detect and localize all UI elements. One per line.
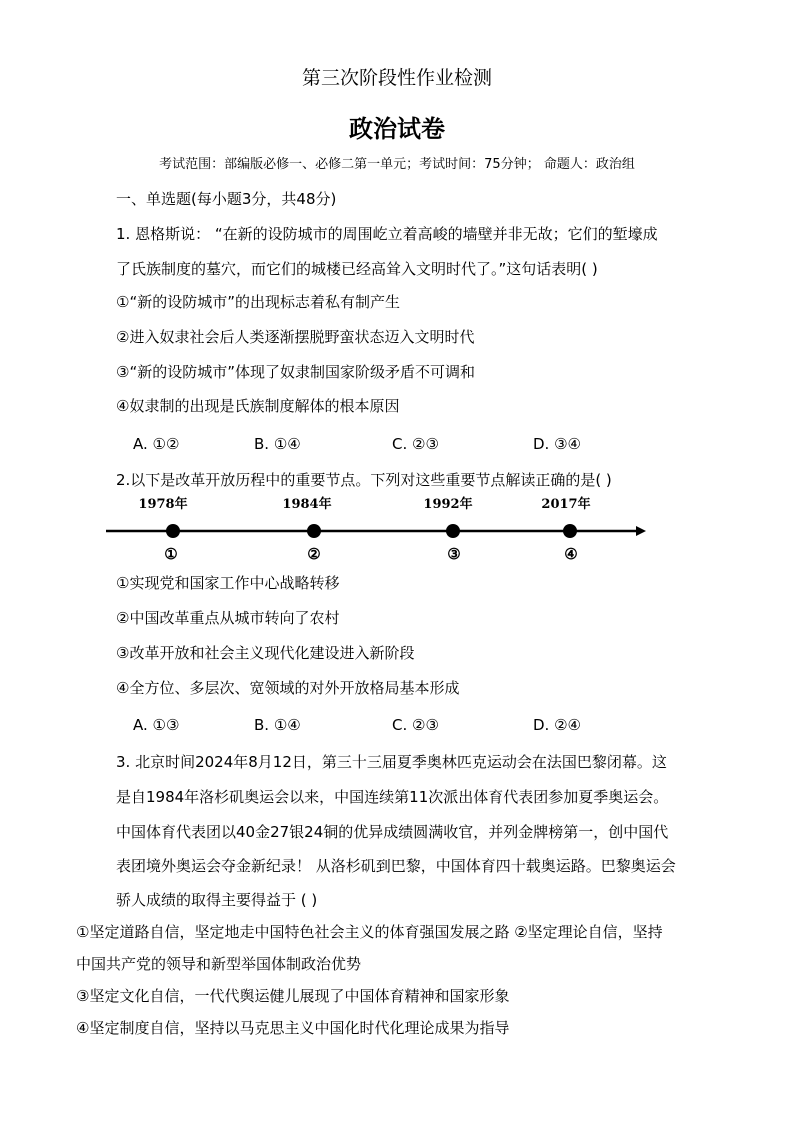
timeline-marker-4: ④ <box>564 545 578 563</box>
timeline-dot <box>563 524 577 538</box>
q3-item-4: ④坚定制度自信，坚持以马克思主义中国化时代化理论成果为指导 <box>76 1019 510 1037</box>
timeline-dot <box>446 524 460 538</box>
q3-stem-line4: 表团境外奥运会夺金新纪录！ 从洛杉矶到巴黎，中国体育四十载奥运路。巴黎奥运会 <box>116 857 676 875</box>
exam-info: 考试范围：部编版必修一、必修二第一单元；考试时间：75分钟； 命题人：政治组 <box>159 157 635 172</box>
timeline-arrowhead <box>636 526 646 536</box>
q3-stem-line2: 是自1984年洛杉矶奥运会以来，中国连续第11次派出体育代表团参加夏季奥运会。 <box>116 788 669 806</box>
q3-stem-line5: 骄人成绩的取得主要得益于 ( ) <box>116 891 318 909</box>
timeline-year-1978: 1978年 <box>138 497 188 512</box>
timeline-node-2017 <box>541 496 590 563</box>
timeline-year-2017: 2017年 <box>541 497 591 512</box>
timeline-node-1992 <box>423 496 472 563</box>
q1-option-b: B. ①④ <box>254 435 301 453</box>
q2-option-b: B. ①④ <box>254 716 301 734</box>
q1-stem-line1: 1. 恩格斯说： “在新的设防城市的周围屹立着高峻的墙壁并非无故；它们的堑壕成 <box>116 225 658 243</box>
q1-item-3: ③“新的设防城市”体现了奴隶制国家阶级矛盾不可调和 <box>116 363 475 381</box>
q2-option-c: C. ②③ <box>392 716 439 734</box>
timeline-dot <box>166 524 180 538</box>
q3-stem-line3: 中国体育代表团以40金27银24铜的优异成绩圆满收官，并列金牌榜第一，创中国代 <box>116 823 669 841</box>
q1-option-c: C. ②③ <box>392 435 439 453</box>
timeline-marker-2: ② <box>307 545 321 563</box>
q2-option-d: D. ②④ <box>533 716 581 734</box>
timeline-year-1992: 1992年 <box>423 497 473 512</box>
reform-timeline <box>100 490 660 570</box>
q2-stem: 2.以下是改革开放历程中的重要节点。下列对这些重要节点解读正确的是( ) <box>116 471 612 489</box>
q2-item-2: ②中国改革重点从城市转向了农村 <box>116 609 340 627</box>
exam-title: 第三次阶段性作业检测 <box>301 67 492 89</box>
timeline-node-1978 <box>138 496 187 563</box>
timeline-dot <box>307 524 321 538</box>
q3-stem-line1: 3. 北京时间2024年8月12日，第三十三届夏季奥林匹克运动会在法国巴黎闭幕。这 <box>116 753 667 771</box>
q1-stem-line2: 了氏族制度的墓穴，而它们的城楼已经高耸入文明时代了。”这句话表明( ) <box>116 260 598 278</box>
timeline-marker-1: ① <box>164 545 178 563</box>
q2-option-a: A. ①③ <box>133 716 180 734</box>
section-heading: 一、单选题(每小题3分，共48分) <box>116 190 337 208</box>
q1-item-1: ①“新的设防城市”的出现标志着私有制产生 <box>116 293 400 311</box>
q2-item-3: ③改革开放和社会主义现代化建设进入新阶段 <box>116 644 415 662</box>
q2-item-4: ④全方位、多层次、宽领域的对外开放格局基本形成 <box>116 679 460 697</box>
q1-item-2: ②进入奴隶社会后人类逐渐摆脱野蛮状态迈入文明时代 <box>116 328 475 346</box>
q1-option-a: A. ①② <box>133 435 180 453</box>
timeline-node-1984 <box>282 496 331 563</box>
q1-item-4: ④奴隶制的出现是氏族制度解体的根本原因 <box>116 397 400 415</box>
q3-item-3: ③坚定文化自信，一代代舆运健儿展现了中国体育精神和国家形象 <box>76 987 510 1005</box>
subject-title: 政治试卷 <box>349 114 445 143</box>
timeline-marker-3: ③ <box>447 545 461 563</box>
q3-item-1-cont: 中国共产党的领导和新型举国体制政治优势 <box>76 955 362 973</box>
q2-item-1: ①实现党和国家工作中心战略转移 <box>116 574 340 592</box>
timeline-year-1984: 1984年 <box>282 497 332 512</box>
q3-item-1: ①坚定道路自信，坚定地走中国特色社会主义的体育强国发展之路 ②坚定理论自信，坚持 <box>76 923 663 941</box>
q1-option-d: D. ③④ <box>533 435 581 453</box>
